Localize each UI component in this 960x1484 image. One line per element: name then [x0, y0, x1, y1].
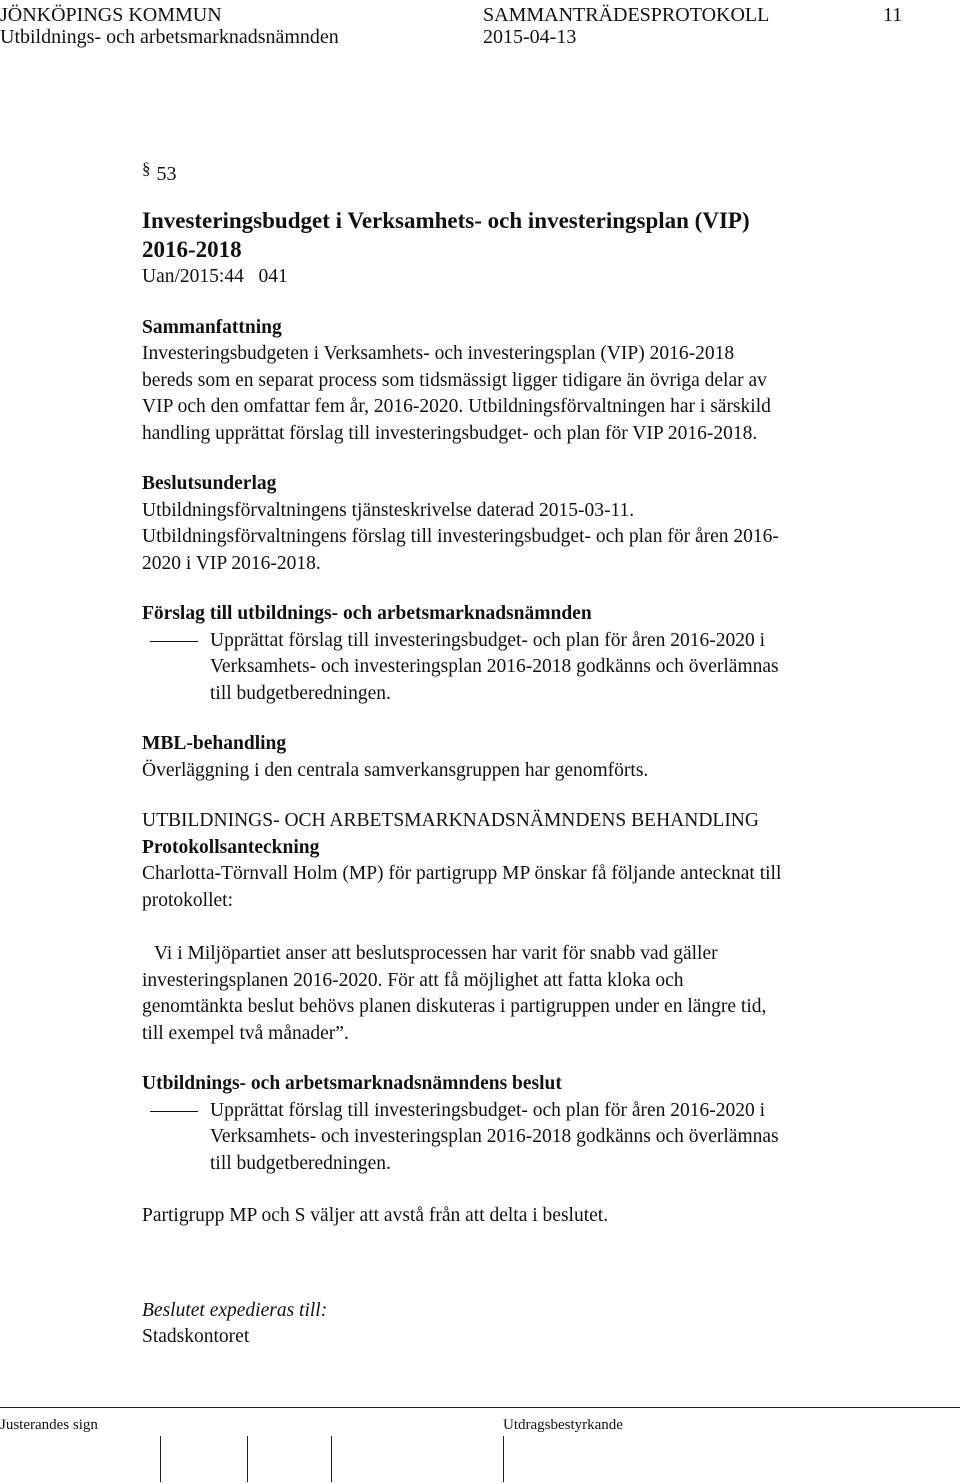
page-number: 11 [883, 4, 903, 26]
protocol-note-heading: Protokollsanteckning [142, 836, 320, 858]
signature-box-line [331, 1436, 332, 1482]
summary-section [142, 315, 922, 448]
proposal-line: till budgetberedningen. [210, 682, 391, 704]
decision-line: till budgetberedningen. [210, 1152, 391, 1174]
mbl-line: Överläggning i den centrala samverkansgruppen har genomförts. [142, 759, 649, 781]
proposal-line: Upprättat förslag till investeringsbudget- och plan för åren 2016-2020 i [210, 629, 766, 651]
section-sign: § [142, 159, 151, 178]
protocol-note-line: Charlotta-Törnvall Holm (MP) för partigrupp MP önskar få följande antecknat till [142, 863, 782, 884]
committee-handling-heading: UTBILDNINGS- OCH ARBETSMARKNADSNÄMNDENS BEHANDLING [142, 810, 759, 831]
protocol-body [142, 160, 922, 1351]
basis-line: 2020 i VIP 2016-2018. [142, 552, 321, 574]
proposal-section [142, 601, 922, 707]
footer-divider [0, 1407, 960, 1408]
abstain-note: Partigrupp MP och S väljer att avstå från att delta i beslutet. [142, 1205, 609, 1226]
dispatch-recipient: Stadskontoret [142, 1326, 250, 1347]
basis-section [142, 471, 922, 577]
decision-line: Verksamhets- och investeringsplan 2016-2018 godkänns och överlämnas [210, 1126, 779, 1147]
document-type: SAMMANTRÄDESPROTOKOLL [483, 4, 770, 26]
utdragsbestyrkande-label: Utdragsbestyrkande [503, 1417, 623, 1433]
basis-heading: Beslutsunderlag [142, 473, 277, 494]
mbl-heading: MBL-behandling [142, 733, 287, 754]
quote-line: till exempel två månader”. [142, 1022, 349, 1044]
decision-item [142, 1098, 922, 1178]
dash-bullet [150, 641, 198, 642]
section-title-line-1: Investeringsbudget i Verksamhets- och investeringsplan (VIP) [142, 208, 750, 233]
committee-name: Utbildnings- och arbetsmarknadsnämnden [0, 26, 339, 48]
basis-line: Utbildningsförvaltningens förslag till investeringsbudget- och plan för åren 2016- [142, 526, 779, 547]
signature-box-line [247, 1436, 248, 1482]
dash-bullet [150, 1111, 198, 1112]
summary-line: VIP och den omfattar fem år, 2016-2020. Utbildningsförvaltningen har i särskild [142, 396, 771, 417]
quote-line: genomtänkta beslut behövs planen diskuteras i partigruppen under en längre tid, [142, 996, 767, 1017]
decision-line: Upprättat förslag till investeringsbudget- och plan för åren 2016-2020 i [210, 1099, 766, 1121]
proposal-heading: Förslag till utbildnings- och arbetsmarknadsnämnden [142, 603, 592, 624]
protocol-note-line: protokollet: [142, 889, 233, 911]
dispatch-label: Beslutet expedieras till: [142, 1299, 328, 1321]
summary-heading: Sammanfattning [142, 316, 282, 338]
municipality-name: JÖNKÖPINGS KOMMUN [0, 4, 222, 26]
case-number: Uan/2015:44 041 [142, 266, 288, 287]
summary-line: Investeringsbudgeten i Verksamhets- och investeringsplan (VIP) 2016-2018 [142, 343, 735, 364]
summary-line: bereds som en separat process som tidsmässigt ligger tidigare än övriga delar av [142, 369, 767, 391]
signature-box-line [160, 1436, 161, 1482]
section-number [142, 160, 922, 188]
proposal-item [142, 628, 922, 708]
committee-handling-section [142, 808, 922, 1047]
decision-section [142, 1071, 922, 1230]
quote-line: investeringsplanen 2016-2020. För att få möjlighet att fatta kloka och [142, 969, 684, 991]
dispatch-section [142, 1298, 922, 1351]
quote-line: Vi i Miljöpartiet anser att beslutsprocessen har varit för snabb vad gäller [154, 943, 718, 964]
basis-line: Utbildningsförvaltningens tjänsteskrivelse daterad 2015-03-11. [142, 499, 635, 521]
mbl-section [142, 731, 922, 784]
decision-heading: Utbildnings- och arbetsmarknadsnämndens beslut [142, 1073, 562, 1094]
proposal-line: Verksamhets- och investeringsplan 2016-2018 godkänns och överlämnas [210, 656, 779, 677]
section-number-value: 53 [156, 163, 177, 185]
section-title-line-2: 2016-2018 [142, 237, 242, 262]
justerandes-sign-label: Justerandes sign [0, 1417, 98, 1433]
extract-box-line [503, 1436, 504, 1482]
summary-line: handling upprättat förslag till investeringsbudget- och plan för VIP 2016-2018. [142, 422, 758, 444]
meeting-date: 2015-04-13 [483, 26, 577, 48]
